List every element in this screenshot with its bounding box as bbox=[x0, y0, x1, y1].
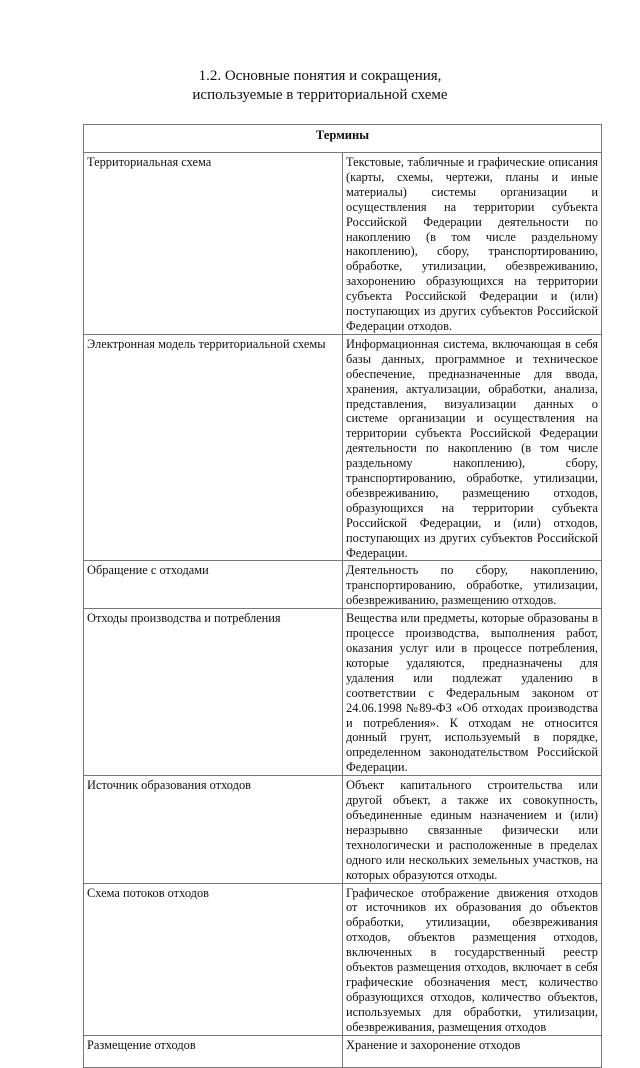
definition-cell: Вещества или предметы, которые образованы в процессе производства, выполнения работ, оказания услуг или в процессе потребления, которые удаляются, предназначены для удаления или подлежат удалению в соответствии с Федеральным законом от 24.06.1998 №89-ФЗ «Об отходах производства и потребления». К отходам не относится донный грунт, используемый в порядке, определенном законодательством Российской Федерации. bbox=[343, 609, 602, 776]
terms-table bbox=[83, 124, 602, 1068]
term-cell: Источник образования отходов bbox=[84, 776, 343, 883]
table-row bbox=[84, 609, 602, 776]
term-cell: Территориальная схема bbox=[84, 153, 343, 335]
definition-cell: Графическое отображение движения отходов от источников их образования до объектов обработки, утилизации, обезвреживания отходов, объектов размещения отходов, включенных в государственный реестр объектов размещения отходов, включает в себя графические обозначения мест, количество образующихся отходов, количество объектов, используемых для обработки, утилизации, обезвреживания, размещения отходов bbox=[343, 883, 602, 1035]
table-row bbox=[84, 153, 602, 335]
table-header: Термины bbox=[84, 125, 602, 153]
definition-cell: Текстовые, табличные и графические описания (карты, схемы, чертежи, планы и иные материалы) системы организации и осуществления на территории субъекта Российской Федерации деятельности по накоплению (в том числе раздельному накоплению), сбору, транспортированию, обработке, утилизации, обезвреживанию, захоронению образующихся на территории субъекта Российской Федерации и (или) поступающих из других субъектов Российской Федерации отходов. bbox=[343, 153, 602, 335]
table-row bbox=[84, 883, 602, 1035]
table-row bbox=[84, 334, 602, 561]
term-cell: Отходы производства и потребления bbox=[84, 609, 343, 776]
definition-cell: Объект капитального строительства или другой объект, а также их совокупность, объединенные единым назначением и (или) неразрывно связанные физически или технологически и расположенные в пределах одного или нескольких земельных участков, на которых образуются отходы. bbox=[343, 776, 602, 883]
table-header-row bbox=[84, 125, 602, 153]
table-row bbox=[84, 561, 602, 609]
term-cell: Электронная модель территориальной схемы bbox=[84, 334, 343, 561]
title-line-1: 1.2. Основные понятия и сокращения, bbox=[198, 68, 442, 84]
definition-cell: Информационная система, включающая в себя базы данных, программное и техническое обеспечение, предназначенные для ввода, хранения, актуализации, обработки, анализа, представления, визуализации данных о системе организации и осуществления на территории субъекта Российской Федерации деятельности по накоплению (в том числе раздельному накоплению), сбору, транспортированию, обработке, утилизации, обезвреживанию, размещению отходов, образующихся на территории субъекта Российской Федерации, и (или) отходов, поступающих из других субъектов Российской Федерации. bbox=[343, 334, 602, 561]
page-title bbox=[0, 67, 640, 105]
table-row bbox=[84, 1035, 602, 1067]
definition-cell: Деятельность по сбору, накоплению, транспортированию, обработке, утилизации, обезвреживанию, размещению отходов. bbox=[343, 561, 602, 609]
term-cell: Обращение с отходами bbox=[84, 561, 343, 609]
term-cell: Схема потоков отходов bbox=[84, 883, 343, 1035]
title-line-2: используемые в территориальной схеме bbox=[192, 87, 448, 103]
table-row bbox=[84, 776, 602, 883]
definition-cell: Хранение и захоронение отходов bbox=[343, 1035, 602, 1067]
term-cell: Размещение отходов bbox=[84, 1035, 343, 1067]
